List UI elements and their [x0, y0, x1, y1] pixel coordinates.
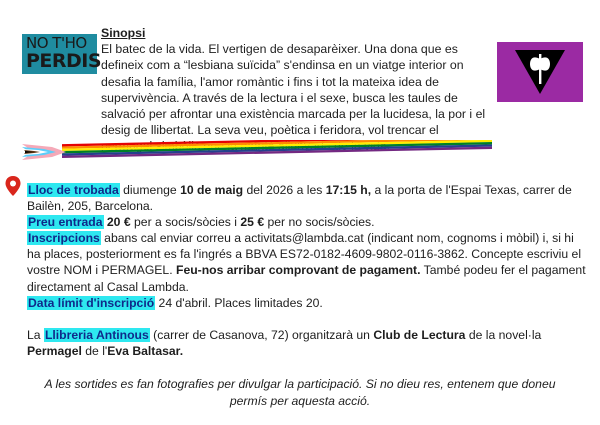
location-paragraph: [27, 182, 587, 214]
author-name: Eva Baltasar.: [107, 343, 184, 358]
bookclub-text-1: La: [27, 327, 44, 342]
location-text-1: diumenge: [119, 183, 181, 197]
location-pin-icon: [4, 175, 22, 197]
price-text-2: per no socis/sòcies.: [264, 215, 375, 230]
location-text-3: a la porta de l'Espai Texas, carrer de Bailèn, 205, Barcelona.: [27, 183, 572, 214]
inscriptions-text-1: abans cal enviar correu a activitats@lambda.cat (indicant nom, cognoms i mòbil) i, si hi ha places, posteriorment es fa l'ingrés a BBVA ES72-0182-4609-9802-0116-3862. Concepte escriviu el vostre NOM i PERMAGEL.: [27, 231, 582, 278]
price-others: 25 €: [240, 215, 265, 230]
photo-notice: A les sortides es fan fotografies per divulgar la participació. Si no dieu res, entenem que doneu permís per aquesta acció.: [44, 377, 556, 408]
club-name: Club de Lectura: [373, 327, 466, 342]
sinopsi-section: [101, 25, 493, 155]
event-time: 17:15 h,: [325, 183, 372, 197]
price-text-1: per a socis/sòcies i: [130, 215, 241, 230]
logo-line-2: PERDIS: [26, 50, 102, 72]
event-date: 10 de maig: [180, 183, 244, 197]
bookclub-text-2: (carrer de Casanova, 72) organitzarà un: [149, 327, 374, 342]
novel-title: Permagel: [27, 343, 82, 358]
bookclub-paragraph: [27, 327, 587, 359]
bookclub-text-4: de l': [81, 343, 108, 358]
bookclub-text-3: de la novel·la: [465, 327, 542, 342]
price-label: Preu entrada: [28, 215, 103, 230]
bookstore-name: Llibreria Antinous: [44, 327, 149, 342]
price-paragraph: [27, 214, 587, 230]
event-info: [27, 182, 587, 359]
logo-line-1: NO T'HO: [26, 34, 87, 52]
deadline-paragraph: [27, 295, 587, 311]
location-text-2: del 2026 a les: [243, 183, 326, 197]
sinopsi-text: El batec de la vida. El vertigen de desaparèixer. Una dona que es defineix com a “lesbiana suïcida” s'endinsa en un viatge interior on desafia la família, l'amor romàntic i fins i tot la mateixa idea de supervivència. A través de la lectura i el sexe, busca les taules de salvació per afrontar una existència marcada per la lucidesa, la por i el desig de llibertat. La seva veu, poètica i feridora, vol trencar el: [101, 42, 486, 138]
labrys-flag: [497, 42, 583, 102]
deadline-label: Data límit d'inscripció: [28, 295, 155, 310]
labrys-icon: [497, 42, 583, 102]
progress-pride-brushstroke: [22, 140, 492, 162]
inscriptions-text-2: També podeu fer el pagament directament al Casal Lambda.: [27, 263, 586, 294]
inscriptions-label: Inscripcions: [28, 231, 100, 246]
location-label: Lloc de trobada: [28, 183, 119, 197]
inscriptions-proof-note: Feu-nos arribar comprovant de pagament.: [176, 263, 421, 278]
price-members: 20 €: [106, 215, 131, 230]
sinopsi-title: Sinopsi: [101, 26, 146, 40]
no-tho-perdis-logo: [22, 34, 102, 74]
inscriptions-paragraph: [27, 230, 587, 294]
deadline-text: 24 d'abril. Places limitades 20.: [155, 295, 323, 310]
